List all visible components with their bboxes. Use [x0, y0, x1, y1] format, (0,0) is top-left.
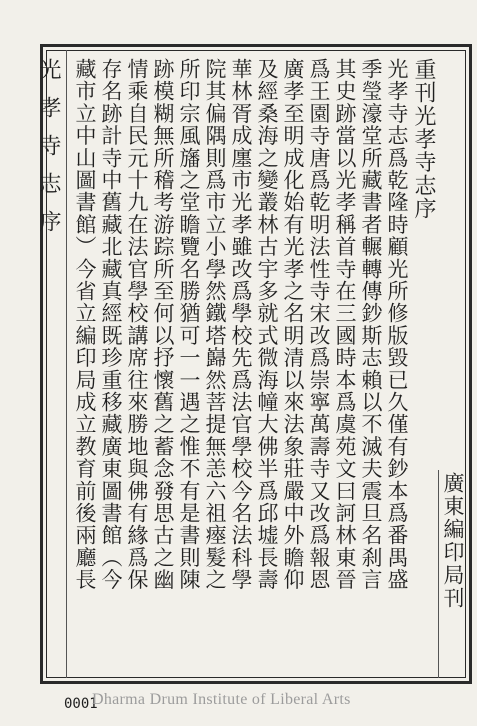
text-column-10: 跡模糊無所稽考游踪所至何以抒懷舊之蓄念發思古之幽 — [151, 58, 175, 591]
text-column-9: 所印宗風旛之堂瞻覽名勝猶可一一遇之惟不有是書則陳 — [177, 58, 201, 591]
text-column-13: 藏市立中山圖書館）今省立編印局成立教育前後兩廳長 — [73, 58, 97, 591]
text-column-5: 廣孝至明成化始有光孝之名明清以來法象莊嚴中外瞻仰 — [281, 58, 305, 591]
text-column-12: 存名跡計寺中舊藏北藏真經既珍重移藏廣東圖書館（今 — [99, 58, 123, 591]
text-column-4: 爲王園寺唐爲乾明法性寺宋改爲崇寧萬壽寺又改爲報恩 — [307, 58, 331, 591]
text-column-3: 其史跡當以光孝稱首寺在三國時本爲虞苑文曰訶林東晉 — [333, 58, 357, 591]
text-column-8: 院其偏隅則爲市立小學然鐵塔巋然菩提無恙六祖瘞髮之 — [203, 58, 227, 591]
watermark-text: Dharma Drum Institute of Liberal Arts — [92, 691, 351, 708]
text-column-1: 光孝寺志爲乾隆時顧光所修版毀已久僅有鈔本爲番禺盛 — [385, 58, 409, 591]
text-column-11: 情乘自民元十九在法官學校講席往來勝地與佛有緣爲保 — [125, 58, 149, 591]
publisher-label: 廣東編印局刊 — [441, 472, 465, 610]
edge-rule — [66, 50, 67, 678]
page-number: 0001 — [64, 696, 98, 712]
text-column-2: 季瑩濠堂所藏書者輾轉傳鈔斯志賴以不滅夫震旦名刹言 — [359, 58, 383, 591]
text-column-7: 華林胥成廛市光孝雖改爲學校先爲法官學校今名法科學 — [229, 58, 253, 591]
edge-book-title: 光孝寺志序 — [36, 58, 61, 248]
text-column-6: 及經桑海之變叢林古宇多就式微海幢大佛半爲邱墟長壽 — [255, 58, 279, 591]
preface-title: 重刊光孝寺志序 — [411, 58, 436, 221]
